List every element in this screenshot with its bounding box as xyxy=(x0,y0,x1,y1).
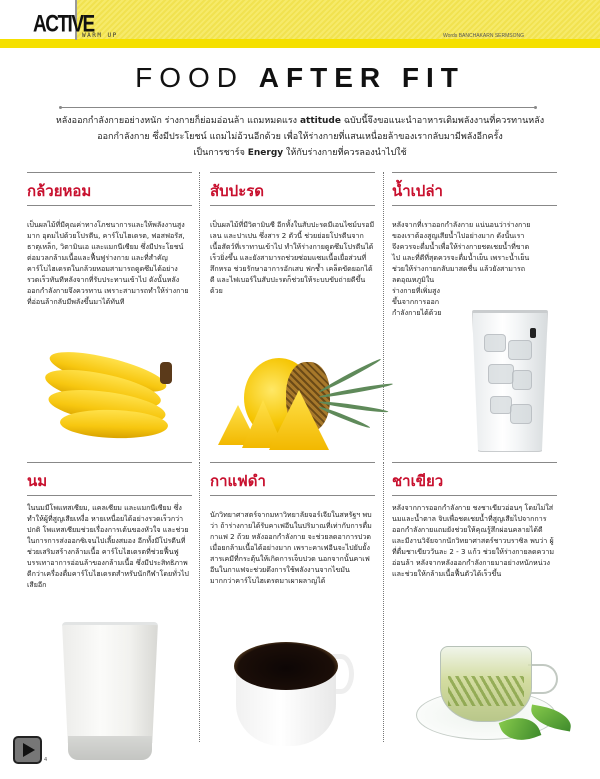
card-title: กาแฟดำ xyxy=(210,473,266,490)
title-bold: AFTER FIT xyxy=(258,62,465,93)
card-title: นม xyxy=(27,473,48,490)
card-title-rule xyxy=(210,205,375,206)
header-bar xyxy=(0,39,600,48)
pineapple-image xyxy=(214,350,394,455)
card-body-line: จึงควรจะดื่มน้ำเพื่อให้ร่างกายชดเชยน้ำที่ขาด xyxy=(392,242,530,251)
card-body-line: ลดอุณหภูมิใน xyxy=(392,275,435,284)
intro-text: ให้กับร่างกายที่ควรลองนำไปใช้ xyxy=(283,148,407,158)
intro-bold: attitude xyxy=(299,116,341,126)
card-body-line: ของเราต้องสูญเสียน้ำไปอย่างมาก ดังนั้นเรา xyxy=(392,231,525,240)
card-title-rule xyxy=(210,495,375,496)
page-title xyxy=(0,62,600,94)
card-body: นักวิทยาศาสตร์จากมหาวิทยาลัยจอร์เจียในสหรัฐฯ พบว่า ถ้าร่างกายได้รับคาเฟอีนในปริมาณที่เท่ากับการดื่มกาแฟ 2 ถ้วย หลังออกกำลังกาย จะช่วยลดอาการปวดเมื่อยกล้ามเนื้อได้อย่างมาก เพราะคาเฟอีนจะไปยับยั้งสารเคมีที่กระตุ้นให้เกิดการเจ็บปวด นอกจากนั้นคาเฟอีนในกาแฟจะช่วยดึงการใช้พลังงานจากไขมันมากกว่าคาร์โบไฮเดรตมาเผาผลาญได้ xyxy=(210,510,372,585)
water-glass-image xyxy=(470,308,550,456)
food-card-green-tea xyxy=(392,462,557,579)
title-thin: FOOD xyxy=(135,62,244,93)
food-card-milk xyxy=(27,462,192,590)
title-rule xyxy=(60,107,536,108)
card-title-rule xyxy=(27,495,192,496)
intro-text: เป็นการชาร์จ xyxy=(193,148,248,158)
card-body: เป็นผลไม้ที่มีวิตามินซี อีกทั้งในสับปะรดมีเอนไซม์บรอมีเลน และปาเปน ซึ่งสาร 2 ตัวนี้ ช่วยย่อยโปรตีนจากเนื้อสัตว์ที่เราทานเข้าไป ทำให้ร่างกายดูดซึมโปรตีนได้เร็วยิ่งขึ้น และยังสามารถช่วยซ่อมแซมเนื้อเยื่อส่วนที่สึกหรอ ช่วยรักษาอาการอักเสบ ฟกช้ำ เคล็ดขัดยอกได้ดี และไฟเบอร์ในสับปะรดก็ช่วยให้ระบบขับถ่ายดีขึ้นด้วย xyxy=(210,220,375,295)
page-number: 4 xyxy=(44,757,48,763)
brand-logo: ACTIVE xyxy=(33,11,94,38)
green-tea-image xyxy=(410,636,580,748)
card-title-rule xyxy=(27,205,192,206)
play-icon[interactable] xyxy=(13,736,42,764)
card-rule xyxy=(210,462,375,463)
intro-paragraph xyxy=(50,113,550,161)
intro-text: ออกกำลังกาย ซึ่งมีประโยชน์ แถมไม่อ้วนอีกด้วย เพื่อให้ร่างกายที่แสนเหนื่อยล้าของเรากลับมามีพลังอีกครั้ง xyxy=(97,132,503,142)
food-card-water xyxy=(392,172,557,318)
card-title: สับปะรด xyxy=(210,183,265,200)
magazine-header xyxy=(0,0,600,50)
byline: Words BANCHAKARN SERMSONG xyxy=(442,33,524,39)
banana-image xyxy=(40,350,180,450)
card-body-line: หลังจากที่เราออกกำลังกาย แน่นอนว่าร่างกาย xyxy=(392,220,531,229)
card-title: ชาเขียว xyxy=(392,473,444,490)
card-body: ในนมมีโพแทสเซียม, แคลเซียม และแมกนีเซียม ซึ่งทำให้ผู้ที่สูญเสียเหงื่อ หายเหนื่อยได้อย่างรวดเร็วกว่าปกติ โพแทสเซียมช่วยเรื่องการเต้นของหัวใจ และช่วยในการการส่งออกซิเจนไปเลี้ยงสมอง อีกทั้งมีโปรตีนที่ช่วยเสริมสร้างกล้ามเนื้อ คาร์โบไฮเดรตที่ช่วยฟื้นฟู บรรเทาอาการอ่อนล้าของกล้ามเนื้อ ซึ่งมีประสิทธิภาพดีกว่าเครื่องดื่มคาร์โบไฮเดรตสำหรับนักกีฬาโดยทั่วไปเสียอีก xyxy=(27,503,189,589)
card-body-line: กำลังกายได้ด้วย xyxy=(392,308,442,317)
card-rule xyxy=(27,172,192,173)
card-body-line: ไป และที่ดีที่สุดควรจะดื่มน้ำเย็น เพราะน้ำเย็น xyxy=(392,253,530,262)
card-body-line: ขึ้นจากการออก xyxy=(392,297,440,306)
card-body xyxy=(392,219,557,318)
card-title-rule xyxy=(392,205,557,206)
card-rule xyxy=(210,172,375,173)
column-divider xyxy=(383,462,384,742)
card-rule xyxy=(27,462,192,463)
card-title: กล้วยหอม xyxy=(27,183,92,200)
intro-bold: Energy xyxy=(247,148,284,158)
milk-glass-image xyxy=(62,618,158,768)
card-rule xyxy=(392,172,557,173)
food-card-banana xyxy=(27,172,192,307)
intro-text: หลังออกกำลังกายอย่างหนัก ร่างกายก็ย่อมอ่อนล้า แถมหมดแรง xyxy=(55,116,300,126)
card-body-line: ช่วยให้ร่างกายกลับมาสดชื่น แล้วยังสามารถ xyxy=(392,264,526,273)
card-rule xyxy=(392,462,557,463)
food-card-black-coffee xyxy=(210,462,375,586)
food-card-pineapple xyxy=(210,172,375,296)
intro-text: ฉบับนี้จึงขอแนะนำอาหารเติมพลังงานที่ควรทานหลัง xyxy=(340,116,545,126)
section-label: WARM UP xyxy=(82,32,118,39)
card-title: น้ำเปล่า xyxy=(392,183,443,200)
column-divider xyxy=(199,172,200,460)
card-body: หลังจากการออกกำลังกาย ชงชาเขียวอ่อนๆ โดยไม่ใส่นมและน้ำตาล จิบเพื่อชดเชยน้ำที่สูญเสียไปจากการออกกำลังกายแถมยังช่วยให้คุณรู้สึกผ่อนคลายได้ดี และมีงานวิจัยจากนักวิทยาศาสตร์ชาวบราซิล พบว่า ผู้ที่ดื่มชาเขียววันละ 2 - 3 แก้ว ช่วยให้ร่างกายลดความอ่อนล้า หลังจากหลังออกกำลังกายมาอย่างหนักหน่วง และช่วยให้กล้ามเนื้อฟื้นตัวได้เร็วขึ้น xyxy=(392,503,554,578)
card-body: เป็นผลไม้ที่มีคุณค่าทางโภชนาการและให้พลังงานสูงมาก อุดมไปด้วยโปรตีน, คาร์โบไฮเดรต, ฟอสฟอรัส, ธาตุเหล็ก, วิตามินเอ และแมกนีเซียม ซึ่งมีประโยชน์ต่อมวลกล้ามเนื้อและฟื้นฟูร่างกาย และที่สำคัญคาร์โบไฮเดรตในกล้วยหอมสามารถดูดซึมได้อย่างรวดเร็วทันทีหลังจากที่รับประทานเข้าไป ดังนั้นหลังออกกำลังกายจึงควรทาน เพราะสามารถทำให้ร่างกายที่อ่อนล้ากลับมีพลังขึ้นมาได้ทันที xyxy=(27,220,189,306)
card-body-line: ร่างกายที่เพิ่มสูง xyxy=(392,286,440,295)
column-divider xyxy=(199,462,200,742)
card-title-rule xyxy=(392,495,557,496)
black-coffee-image xyxy=(228,632,378,752)
